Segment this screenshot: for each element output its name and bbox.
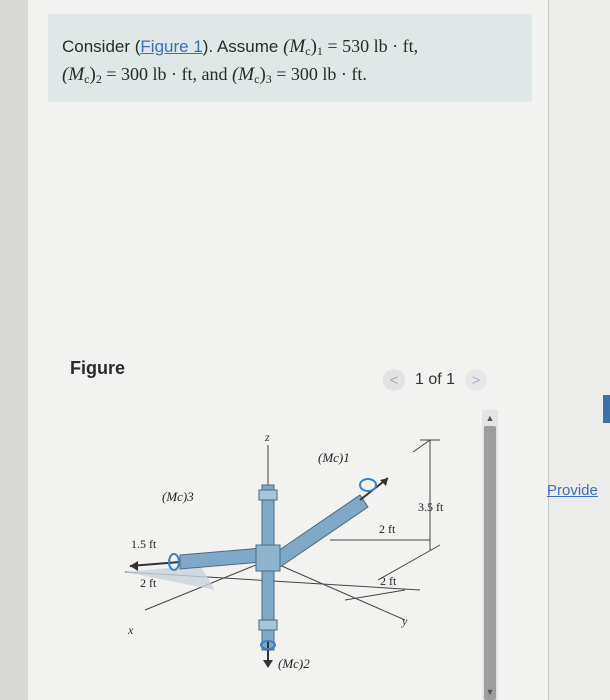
moment-1-label: (Mc)1 (318, 450, 350, 465)
dimension-1-5-ft: 1.5 ft (131, 537, 157, 551)
dimension-2-ft-x: 2 ft (140, 576, 157, 590)
scroll-down-icon[interactable]: ▼ (485, 687, 495, 697)
moment-3-symbol: $(M_c)_3$ (231, 64, 272, 86)
z-axis-label: z (265, 430, 270, 444)
previous-figure-button[interactable]: < (383, 369, 405, 391)
pipes (180, 485, 368, 650)
y-axis-label: y (402, 614, 408, 628)
provide-feedback-link[interactable]: Provide (547, 482, 598, 499)
figure-heading: Figure (70, 358, 126, 378)
moment-2-symbol: $(M_c)_2$ (62, 64, 102, 86)
prompt-text: ). Assume (202, 37, 284, 56)
prompt-text: Consider ( (62, 37, 141, 56)
moment-1-symbol: $(M_c)_1$ (283, 36, 323, 58)
x-axis-label: x (128, 623, 134, 637)
moment-1-value: = 530 lb · ft, (322, 36, 419, 56)
dimension-2-ft-upper: 2 ft (379, 522, 396, 536)
moment-3-label: (Mc)3 (162, 489, 194, 504)
scroll-up-icon[interactable]: ▲ (485, 413, 495, 423)
dimension-2-ft-lower: 2 ft (380, 574, 397, 588)
moment-3-value: = 300 lb · ft. (271, 64, 367, 84)
next-figure-button[interactable]: > (465, 369, 487, 391)
figure-page-count: 1 of 1 (415, 371, 456, 388)
figure-1-link[interactable]: Figure 1 (140, 37, 203, 56)
dimension-3-5-ft: 3.5 ft (418, 500, 444, 514)
moment-2-label: (Mc)2 (278, 656, 310, 671)
moment-2-value: = 300 lb · ft, and (101, 64, 232, 84)
